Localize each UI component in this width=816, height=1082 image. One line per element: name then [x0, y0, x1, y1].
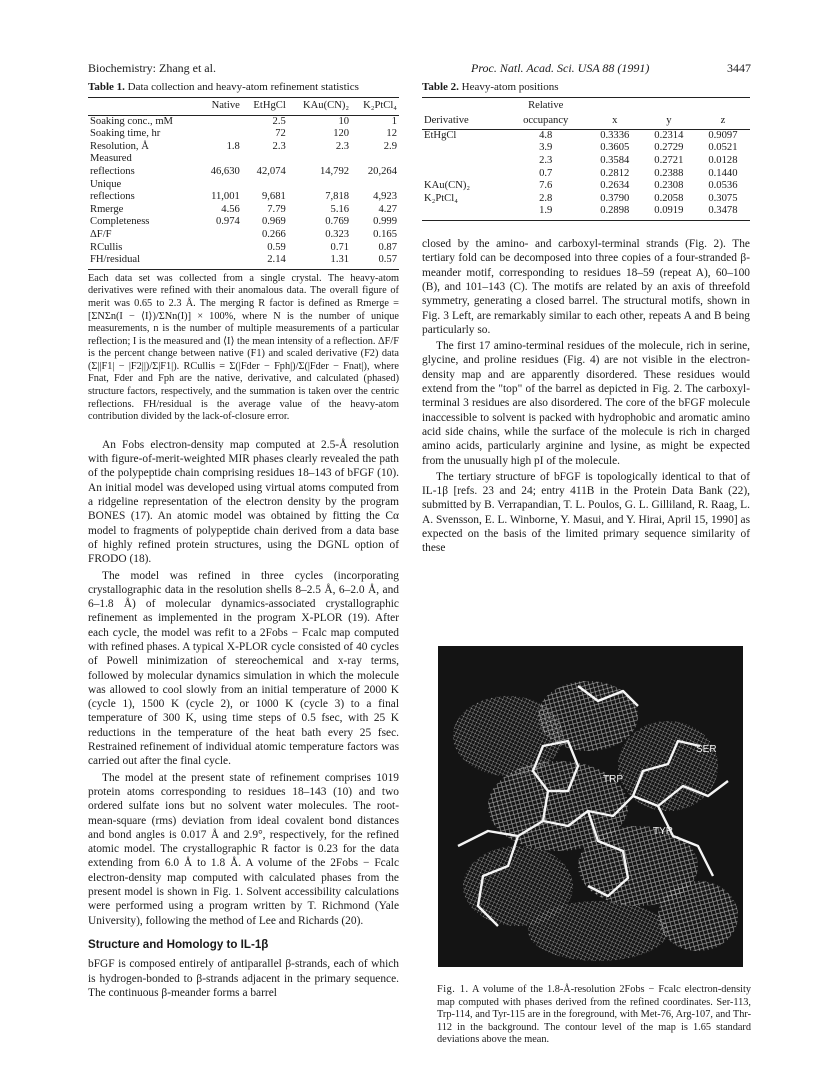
table-cell: 14,792	[319, 165, 350, 177]
table-cell: 11,001	[211, 191, 240, 203]
journal-citation: Proc. Natl. Acad. Sci. USA 88 (1991)	[471, 61, 650, 75]
table-row	[88, 254, 399, 269]
table-cell: 0.71	[330, 241, 350, 253]
table-cell	[200, 242, 242, 255]
table-cell	[200, 115, 242, 128]
table-row	[422, 129, 750, 142]
paragraph: The model was refined in three cycles (incorporating crystallographic data in the resolution shells 8–2.5 Å, 6–2.0 Å, and 6–1.8 Å) of molecular dynamics-associated crystallographic refinement as implemented in the program X-PLOR (19). After each cycle, the model was refit to a 2Fobs − Fcalc map computed with refined phases. A typical X-PLOR cycle consisted of 40 cycles of Powell minimization of stereochemical and x-ray terms, followed by molecular dynamics simulation in which the molecule was allowed to cool slowly from an initial temperature of 2000 K (cycle 1), 1500 K (cycle 2), or 1000 K (cycle 3) to a final temperature of 300 K, using time steps of 0.5 fsec, with 25 K reductions in the temperature of the heat bath every 25 fsec. Restrained refinement of individual atomic temperature factors was carried out after the final cycle.	[88, 569, 399, 768]
table1-body	[88, 115, 399, 269]
residue-label-tyr: TYR	[653, 826, 673, 837]
residue-label-trp: TRP	[603, 774, 623, 785]
table-cell: Soaking conc., mM	[90, 115, 173, 127]
table2-caption: Table 2. Heavy-atom positions	[422, 81, 559, 93]
paragraph: The model at the present state of refinement comprises 1019 protein atoms corresponding to residues 18–143 (10) and two ordered sulfate ions but no solvent water molecules. The root-mean-square (rms) deviation from ideal covalent bond distances and bond angles is 0.017 Å and 2.9°, respectively, for the refined atomic model. The crystallographic R factor is 0.23 for the data extending from 6.0 Å to 1.8 Å. A volume of the 2Fobs − Fcalc electron-density map computed with calculated phases from the present model is shown in Fig. 1. Solvent accessibility calculations were performed using a program written by T. Richmond (Yale University), following the method of Lee and Richards (20).	[88, 771, 399, 927]
section-heading: Structure and Homology to IL-1β	[88, 937, 269, 951]
table-row	[422, 193, 750, 206]
table-cell: Rmerge	[90, 203, 124, 215]
table-row	[88, 229, 399, 242]
table-cell: K₂PtCl₄	[424, 192, 458, 204]
table-cell: 0.2314	[654, 129, 684, 141]
table-cell	[242, 179, 288, 192]
table-row	[88, 216, 399, 229]
table-row	[88, 115, 399, 128]
table-cell: 0.266	[261, 228, 286, 240]
table-cell: KAu(CN)₂	[424, 180, 471, 192]
table-cell	[422, 142, 504, 155]
table-cell	[200, 179, 242, 192]
table-cell: 1.9	[504, 205, 588, 220]
table-cell: reflections	[90, 165, 135, 177]
table-cell: 2.9	[383, 140, 397, 152]
paragraph: The tertiary structure of bFGF is topologically identical to that of IL-1β [refs. 23 and 24; entry 411B in the Protein Data Bank (22), submitted by B. Verrapandian, T. L. Poulos, G. L. Gilliland, R. Raag, L. A. Svensson, E. L. Winborne, Y. Masui, and Y. Hirai, April 15, 1990] as expected on the basis of the limited primary sequence similarity of these	[422, 470, 750, 555]
table-cell: 0.1440	[708, 167, 738, 179]
table-cell: 0.0919	[642, 205, 696, 220]
table-cell: 4.8	[539, 129, 553, 141]
table-cell: 0.3605	[600, 142, 630, 154]
table-cell: 20,264	[367, 165, 397, 177]
table-cell: 4.56	[221, 203, 240, 215]
table-cell	[351, 179, 399, 192]
table-cell: 0.769	[325, 216, 350, 228]
table-cell: 0.999	[373, 216, 397, 228]
table-row	[422, 142, 750, 155]
table-row	[88, 128, 399, 141]
table-cell: 12	[386, 128, 397, 140]
table-row	[88, 204, 399, 217]
table-cell: reflections	[90, 191, 135, 203]
table-cell: 0.57	[351, 254, 399, 269]
figure1-electron-density-map	[438, 646, 743, 967]
table-cell: 7,818	[325, 191, 350, 203]
table-cell: 0.2634	[600, 180, 630, 192]
table-cell	[200, 229, 242, 242]
table-cell: 0.87	[378, 241, 397, 253]
table-cell: 0.0521	[708, 142, 738, 154]
paragraph: The first 17 amino-terminal residues of the molecule, rich in serine, glycine, and proline residues (Fig. 4) are not visible in the electron-density map and are apparently disordered. These residues would extend from the "top" of the barrel as depicted in Fig. 2. The carboxyl-terminal 3 residues are also disordered. The core of the bFGF molecule inaccessible to solvent is packed with hydrophobic and aromatic amino acid side chains, while the surface of the molecule is rich in charged amino acids, particularly arginine and lysine, as might be expected from the unusually high pI of the molecule.	[422, 340, 750, 467]
table-cell: 7.6	[539, 180, 553, 192]
table-cell	[288, 179, 351, 192]
page-number: 3447	[727, 61, 751, 75]
table-cell: Completeness	[90, 216, 150, 228]
table-cell: 0.59	[267, 241, 286, 253]
table-cell: 4.27	[378, 203, 397, 215]
table-cell: Unique	[90, 178, 122, 190]
table2-header-row: Derivative Relative occupancy x y z	[422, 98, 750, 130]
table-cell: 2.5	[272, 115, 286, 127]
table-cell: 0.2729	[654, 142, 684, 154]
table-cell: 2.3	[272, 140, 286, 152]
table-row	[88, 141, 399, 154]
table-row	[422, 180, 750, 193]
table-cell: 2.3	[335, 140, 350, 152]
table-cell: 4,923	[373, 191, 397, 203]
table2-body	[422, 129, 750, 220]
table-row	[88, 242, 399, 255]
table-row	[88, 153, 399, 166]
table-cell: 0.3478	[696, 205, 750, 220]
table-cell: 0.974	[215, 216, 240, 228]
table-cell: EtHgCl	[424, 129, 457, 141]
table-cell: 2.14	[242, 254, 288, 269]
table1	[88, 97, 399, 269]
table-cell: 0.2388	[654, 167, 684, 179]
table-cell: 2.8	[539, 192, 553, 204]
density-map-graphic	[438, 646, 743, 967]
table1-footnote: Each data set was collected from a single crystal. The heavy-atom derivatives were refined with their anomalous data. The overall figure of merit was 0.65 to 2.3 Å. The merging R factor is defined as Rmerge = [ΣNΣn(I − ⟨I⟩)/ΣNn(I)] × 100%, where N is the number of unique measurements, n is the number of multiple measurements of a particular reflection; I is the measured and ⟨I⟩ the mean intensity of a reflection. ΔF/F is the percent change between native (F1) and scaled derivative (F2) data (Σ||F1| − |F2||)/Σ|F1|). RCullis = Σ(|Fder − Fph|)/Σ(|Fder − Fnat|), where Fnat, Fder and Fph are the native, derivative, and calculated (phased) structure factors, respectively, and the summation is taken over the centric reflections. FH/residual is the average value of the heavy-atom contribution divided by the lack-of-closure error.	[88, 272, 399, 423]
table-cell: 1.8	[226, 140, 240, 152]
table-cell: 0.2812	[600, 167, 630, 179]
left-column	[88, 80, 399, 1000]
table-cell: 72	[275, 128, 286, 140]
table-cell: 0.323	[325, 228, 350, 240]
table-cell: 0.3336	[600, 129, 630, 141]
table-cell	[242, 153, 288, 166]
table-cell: 0.3584	[600, 155, 630, 167]
table-cell: 3.9	[539, 142, 553, 154]
table-cell: 0.969	[261, 216, 286, 228]
table-cell: FH/residual	[88, 254, 200, 269]
table-row	[88, 166, 399, 179]
running-header-right	[471, 61, 751, 76]
table-cell: 0.2898	[588, 205, 642, 220]
table-row	[88, 191, 399, 204]
paragraph: closed by the amino- and carboxyl-terminal strands (Fig. 2). The tertiary fold can be decomposed into three copies of a four-stranded β-meander motif, corresponding to residues 18–59 (repeat A), 60–100 (B), and 101–143 (C). The motifs are related by an axis of threefold symmetry, generating a closed barrel. The structural motifs, shown in Fig. 3 Left, are remarkably similar to each other, repeats A and B being particularly so.	[422, 238, 750, 336]
figure1-caption: Fig. 1. A volume of the 1.8-Å-resolution 2Fobs − Fcalc electron-density map computed with phases derived from the refined coordinates. Ser-113, Trp-114, and Tyr-115 are in the foreground, with Met-76, Arg-107, and Thr-112 in the background. The contour level of the map is 1.65 standard deviations above the mean.	[437, 984, 752, 1046]
table-cell: 0.2721	[654, 155, 684, 167]
paragraph: An Fobs electron-density map computed at 2.5-Å resolution with figure-of-merit-weighted MIR phases clearly revealed the path of the polypeptide chain comprising residues 18–143 of bFGF (10). An initial model was developed using virtual atoms computed from a ridgeline representation of the electron density by the program BONES (17). An atomic model was obtained by fitting the Cα model to fragments of polypeptide chain derived from a data base of highly refined protein structures, using the DGNL option of FRODO (18).	[88, 438, 399, 566]
table-cell: 1.31	[288, 254, 351, 269]
table-cell	[422, 168, 504, 181]
table-cell	[351, 153, 399, 166]
table-cell: 0.2058	[654, 192, 684, 204]
table-cell: RCullis	[90, 241, 123, 253]
table-cell: 10	[338, 115, 350, 127]
table1-header-row: Native EtHgCl KAu(CN)₂ K₂PtCl₄	[88, 98, 399, 115]
table-cell: Resolution, Å	[90, 140, 149, 152]
right-column	[422, 80, 750, 556]
residue-label-ser: SER	[696, 744, 717, 755]
table-cell: 0.3790	[600, 192, 630, 204]
table-cell: ΔF/F	[90, 228, 112, 240]
table1-caption: Table 1. Data collection and heavy-atom refinement statistics	[88, 81, 359, 93]
table-cell: 2.3	[539, 155, 553, 167]
table2	[422, 97, 750, 221]
table-cell: 1	[391, 115, 397, 127]
table-row	[422, 205, 750, 220]
table-row	[88, 179, 399, 192]
table-cell	[422, 205, 504, 220]
table-cell: 0.9097	[708, 129, 738, 141]
paragraph: bFGF is composed entirely of antiparallel β-strands, each of which is hydrogen-bonded to β-strands adjacent in the primary sequence. The continuous β-meander forms a barrel	[88, 958, 399, 999]
table-cell: 0.7	[539, 167, 553, 179]
table-cell: Measured	[90, 153, 132, 165]
table-cell: 9,681	[261, 191, 286, 203]
table-cell	[200, 128, 242, 141]
table-cell: 5.16	[330, 203, 350, 215]
table-cell: 42,074	[256, 165, 286, 177]
table-cell: 7.79	[267, 203, 286, 215]
table-cell	[200, 254, 242, 269]
table-cell	[288, 153, 351, 166]
table-row	[422, 155, 750, 168]
table-row	[422, 168, 750, 181]
table-cell: 46,630	[210, 165, 240, 177]
table-cell	[422, 155, 504, 168]
table-cell: 0.2308	[654, 180, 684, 192]
table-cell: 0.0128	[708, 155, 738, 167]
running-header-left: Biochemistry: Zhang et al.	[88, 61, 216, 75]
table-cell	[200, 153, 242, 166]
table-cell: 120	[333, 128, 350, 140]
table-cell: 0.0536	[708, 180, 738, 192]
table-cell: 0.165	[373, 228, 397, 240]
table-cell: 0.3075	[708, 192, 738, 204]
table-cell: Soaking time, hr	[90, 128, 161, 140]
